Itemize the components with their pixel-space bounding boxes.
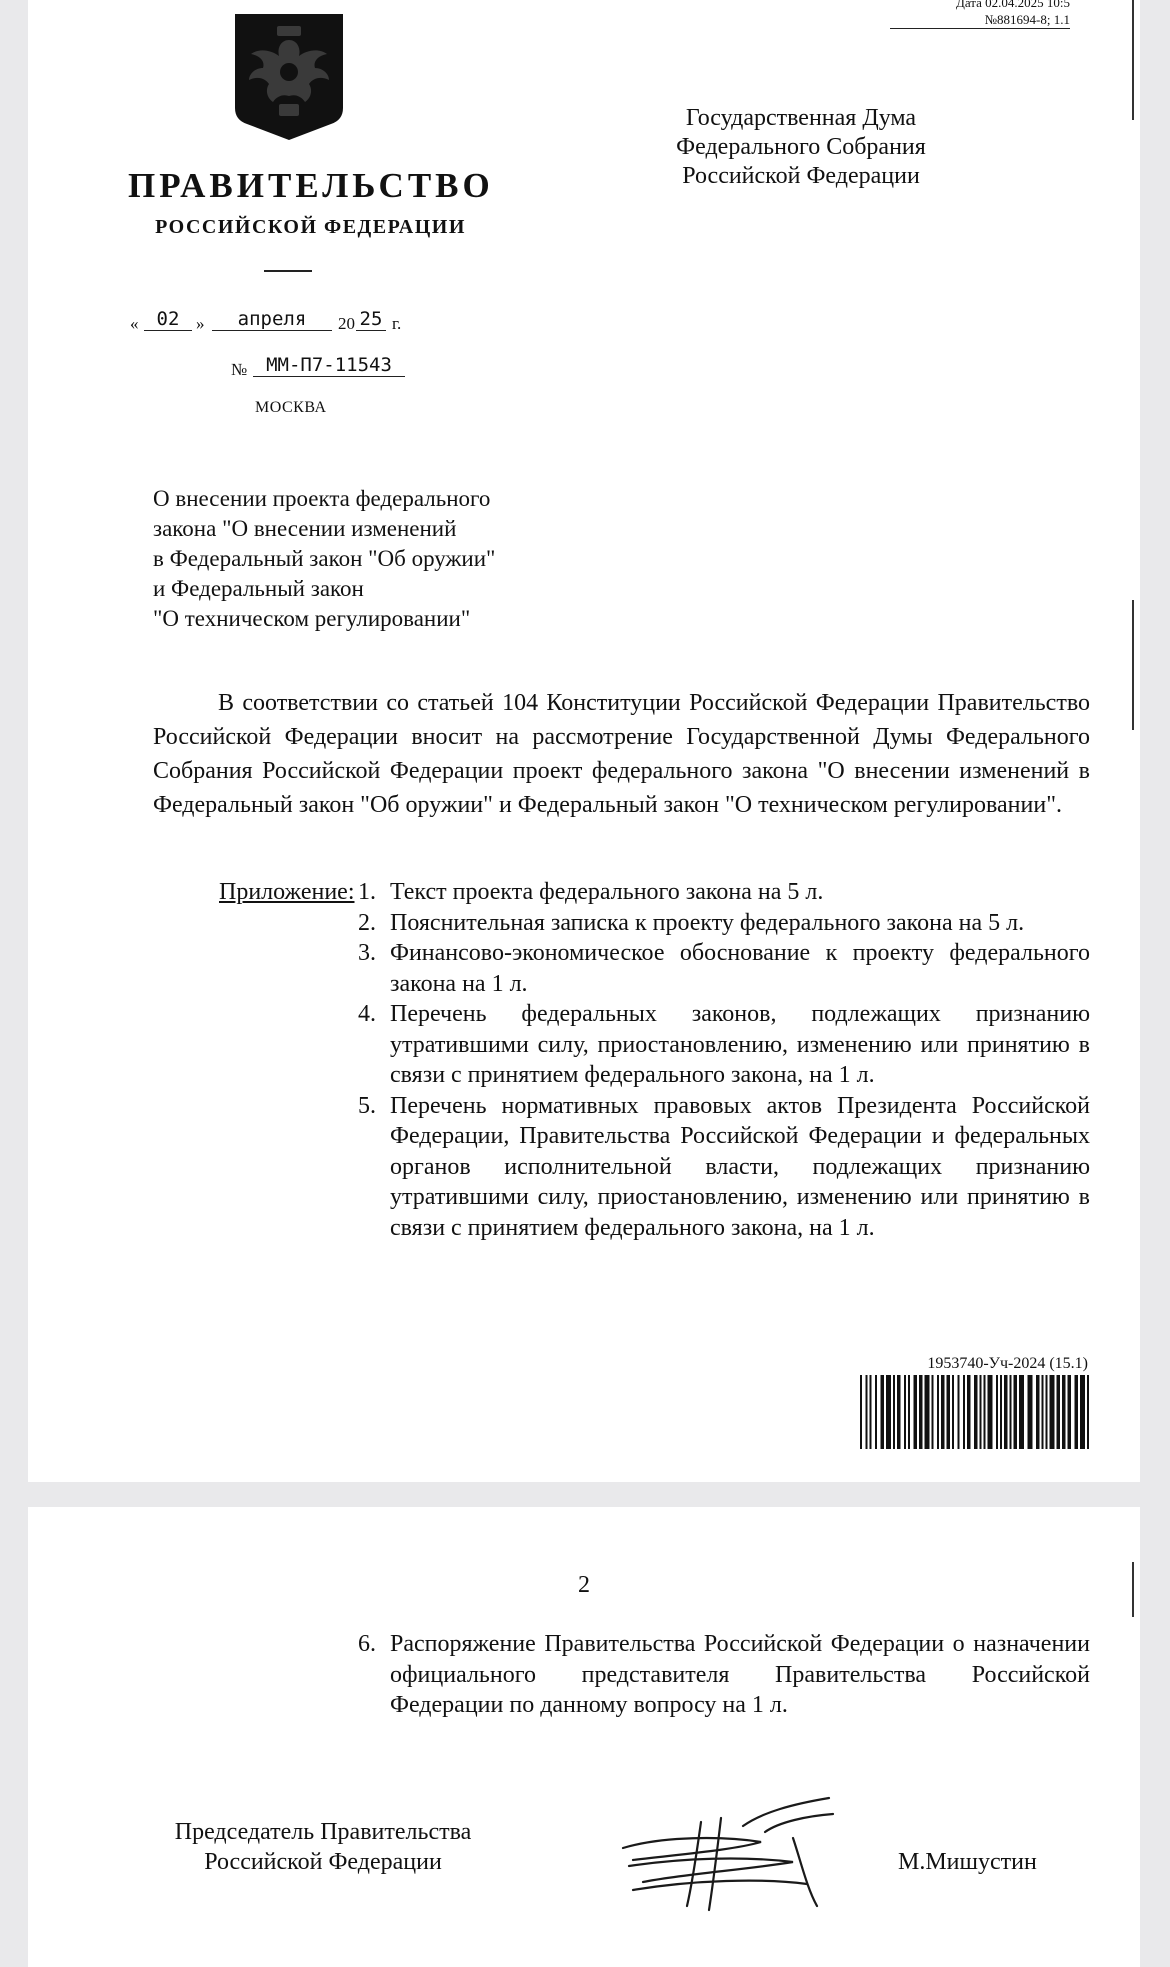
attachment-item: 1. Текст проекта федерального закона на 5 л. [358, 879, 824, 905]
barcode-bar [1050, 1375, 1055, 1449]
attachment-item: 6. Распоряжение Правительства Российской Федерации о назначении официального представителя Правительства Российской Федерации по данному вопросу на 1 л. [358, 1631, 1090, 1718]
subject-line: О внесении проекта федерального [153, 486, 491, 511]
barcode-bar [963, 1375, 965, 1449]
number-label: № [231, 360, 248, 379]
handwritten-signature-icon [593, 1792, 863, 1917]
barcode-bar [967, 1375, 971, 1449]
document-page-2 [28, 1507, 1140, 1967]
registration-date: Дата 02.04.2025 10:5 [955, 0, 1070, 10]
coat-of-arms-icon [231, 10, 347, 143]
registration-number: №881694-8; 1.1 [890, 11, 1070, 29]
header-divider [264, 270, 312, 272]
barcode-icon [860, 1375, 1092, 1449]
barcode-bar [988, 1375, 993, 1449]
signer-name: М.Мишустин [898, 1849, 1037, 1875]
body-paragraph: В соответствии со статьей 104 Конституции Российской Федерации Правительство Российской Федерации вносит на рассмотрение Государственной Думы Федерального Собрания Российской Федерации проект федерального закона "О внесении изменений в Федеральный закон "Об оружии" и Федеральный закон "О техническом регулировании". [153, 690, 1090, 818]
barcode-label: 1953740-Уч-2024 (15.1) [927, 1355, 1088, 1372]
barcode-bar [875, 1375, 877, 1449]
barcode-bar [958, 1375, 960, 1449]
scan-edge-mark [1132, 1562, 1134, 1617]
subject-line: в Федеральный закон "Об оружии" [153, 546, 496, 571]
registration-stamp [890, 0, 1070, 29]
subject-line: и Федеральный закон [153, 576, 364, 601]
government-title: ПРАВИТЕЛЬСТВО [128, 166, 494, 205]
signer-title: Председатель Правительства Российской Федерации [174, 1819, 472, 1875]
barcode-bar [1004, 1375, 1008, 1449]
barcode-bar [947, 1375, 951, 1449]
barcode-bar [1075, 1375, 1079, 1449]
date-year-suffix: 25 [356, 308, 386, 331]
barcode-bar [996, 1375, 998, 1449]
attachment-item: 2. Пояснительная записка к проекту федерального закона на 5 л. [358, 909, 1025, 936]
barcode-bar [866, 1375, 868, 1449]
addressee-line: Федерального Собрания [676, 134, 926, 160]
number-value: ММ-П7-11543 [253, 354, 405, 377]
barcode-bar [980, 1375, 982, 1449]
barcode-bar [870, 1375, 872, 1449]
barcode-bar [1019, 1375, 1024, 1449]
attachments-list [358, 877, 1090, 1243]
attachments-list-continued [358, 1629, 1090, 1721]
barcode-bar [1068, 1375, 1072, 1449]
date-year-mark: г. [392, 314, 402, 333]
barcode-bar [1080, 1375, 1085, 1449]
attachment-item: 4. Перечень федеральных законов, подлежащих признанию утратившими силу, приостановлению, изменению или принятию в связи с принятием федерального закона, на 1 л. [358, 1001, 1090, 1088]
barcode-bar [1036, 1375, 1040, 1449]
government-subtitle: РОССИЙСКОЙ ФЕДЕРАЦИИ [155, 216, 466, 238]
barcode-bar [919, 1375, 923, 1449]
barcode-bar [974, 1375, 978, 1449]
barcode-bar [1046, 1375, 1048, 1449]
barcode-bar [941, 1375, 945, 1449]
barcode-bar [908, 1375, 910, 1449]
date-year-prefix: 20 [338, 314, 355, 333]
subject-block [153, 484, 583, 634]
addressee-block [631, 104, 971, 191]
barcode-bar [1000, 1375, 1002, 1449]
barcode-bar [1028, 1375, 1033, 1449]
barcode-bar [860, 1375, 862, 1449]
addressee-line: Российской Федерации [682, 163, 920, 189]
attachment-item: 5. Перечень нормативных правовых актов Президента Российской Федерации, Правительства Российской Федерации и федеральных органов исполнительной власти, подлежащих признанию утратившими силу, приостановлению, изменению или принятию в связи с принятием федерального закона, на 1 л. [358, 1092, 1090, 1241]
document-city: МОСКВА [255, 399, 327, 416]
barcode-bar [925, 1375, 930, 1449]
barcode-bar [1062, 1375, 1066, 1449]
attachment-item: 3. Финансово-экономическое обоснование к проекту федерального закона на 1 л. [358, 940, 1090, 997]
date-month: апреля [212, 308, 332, 331]
barcode-bar [904, 1375, 906, 1449]
subject-line: "О техническом регулировании" [153, 606, 471, 631]
barcode-bar [881, 1375, 885, 1449]
barcode-bar [914, 1375, 918, 1449]
barcode-bar [886, 1375, 891, 1449]
barcode-bar [897, 1375, 901, 1449]
page-number: 2 [578, 1572, 590, 1598]
barcode-bar [893, 1375, 895, 1449]
barcode-bar [1057, 1375, 1061, 1449]
date-quote-close: » [196, 314, 205, 333]
barcode-bar [1087, 1375, 1089, 1449]
addressee-line: Государственная Дума [685, 105, 917, 131]
barcode-bar [1042, 1375, 1044, 1449]
barcode-bar [937, 1375, 939, 1449]
barcode-bar [1010, 1375, 1012, 1449]
scan-edge-mark [1132, 0, 1134, 120]
attachments-label: Приложение: [219, 879, 355, 905]
document-page-1 [28, 0, 1140, 1482]
date-quote-open: « [130, 314, 139, 333]
scan-edge-mark [1132, 600, 1134, 730]
barcode-bar [932, 1375, 934, 1449]
barcode-bar [952, 1375, 954, 1449]
barcode-bar [984, 1375, 986, 1449]
barcode-bar [1014, 1375, 1018, 1449]
subject-line: закона "О внесении изменений [153, 516, 457, 541]
date-day: 02 [144, 308, 192, 331]
